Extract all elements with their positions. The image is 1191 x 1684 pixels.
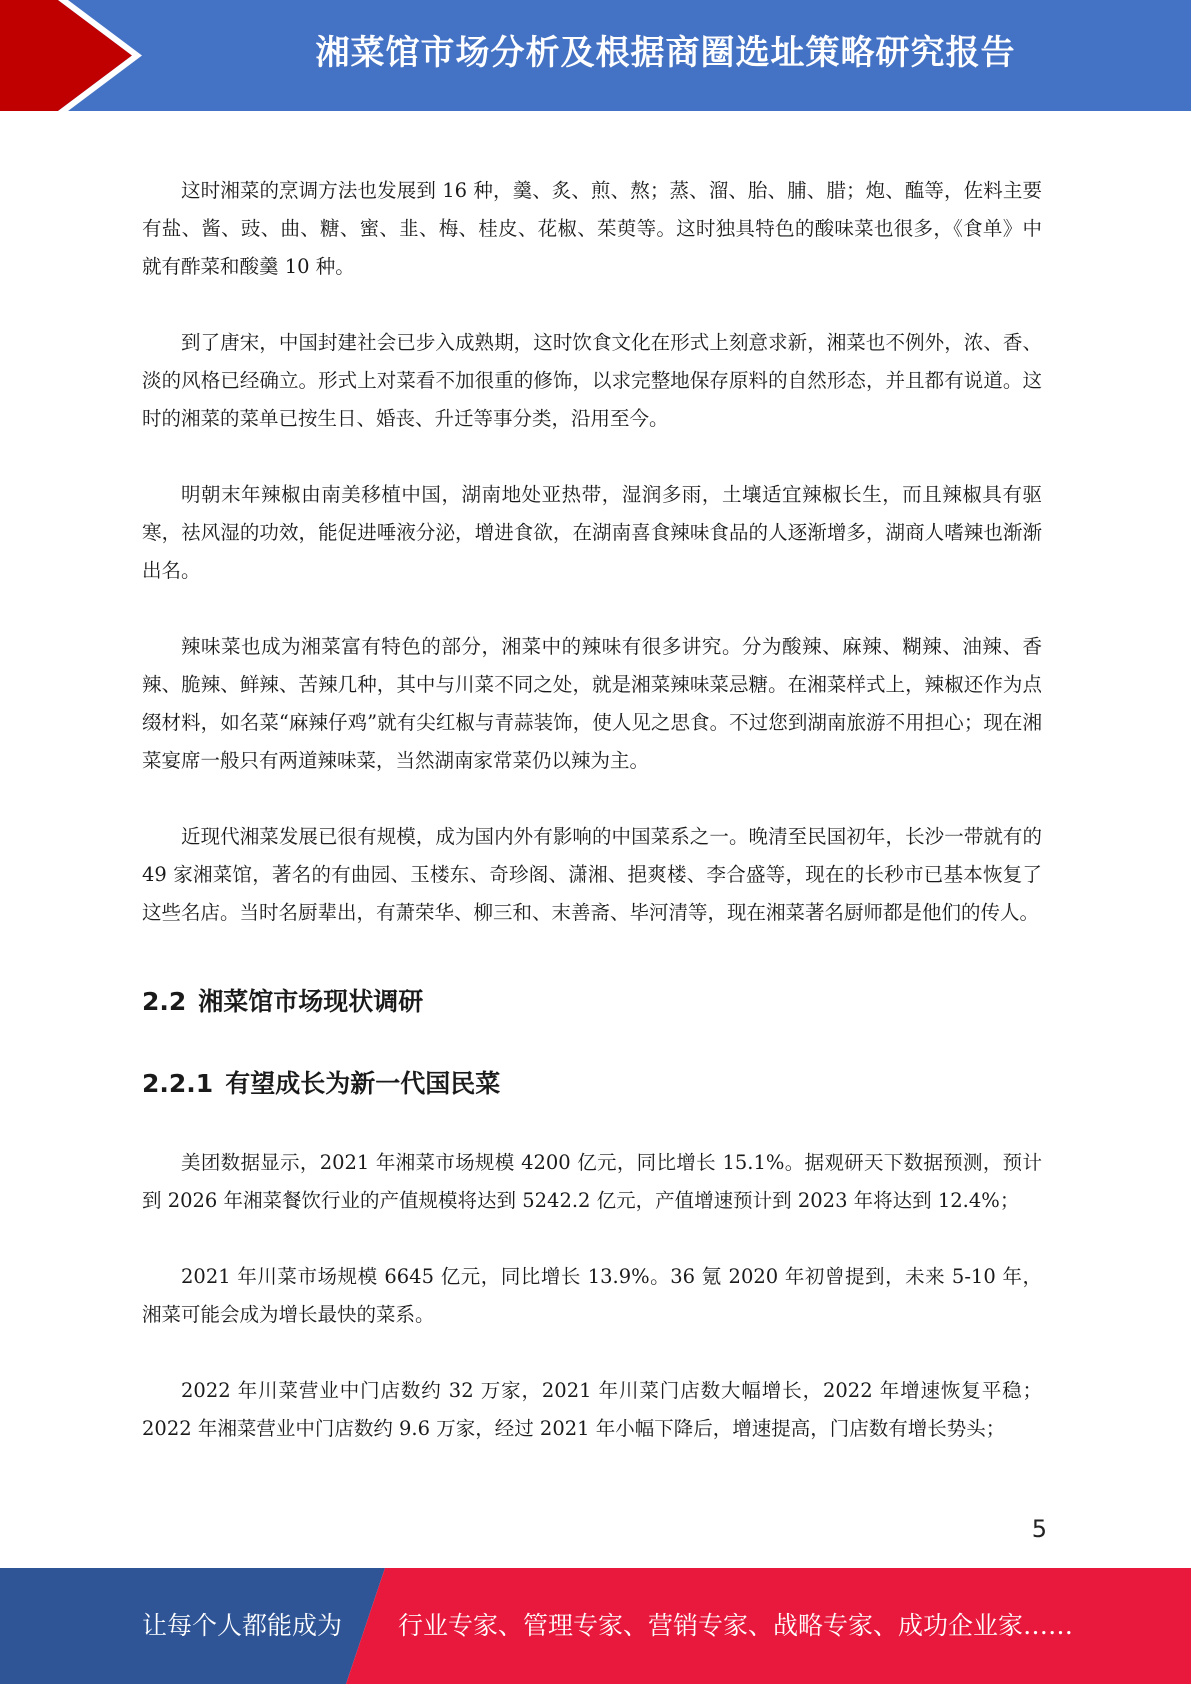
- paragraph: 到了唐宋，中国封建社会已步入成熟期，这时饮食文化在形式上刻意求新，湘菜也不例外，浓、香、淡的风格已经确立。形式上对菜看不加很重的修饰，以求完整地保存原料的自然形态，并且都有说道。这时的湘菜的菜单已按生日、婚丧、升迁等事分类，沿用至今。: [142, 331, 1042, 430]
- paragraph: 美团数据显示，2021 年湘菜市场规模 4200 亿元，同比增长 15.1%。据观研天下数据预测，预计到 2026 年湘菜餐饮行业的产值规模将达到 5242.2 亿元，产值增速预计到 2023 年将达到 12.4%；: [142, 1151, 1042, 1212]
- paragraph: 辣味菜也成为湘菜富有特色的部分，湘菜中的辣味有很多讲究。分为酸辣、麻辣、糊辣、油辣、香辣、脆辣、鲜辣、苦辣几种，其中与川菜不同之处，就是湘菜辣味菜忌糖。在湘菜样式上，辣椒还作为点缀材料，如名菜“麻辣仔鸡”就有尖红椒与青蒜装饰，使人见之思食。不过您到湖南旅游不用担心；现在湘菜宴席一般只有两道辣味菜，当然湖南家常菜仍以辣为主。: [142, 635, 1042, 772]
- section-number: 2.2: [142, 987, 187, 1016]
- page-content: [142, 172, 1042, 1448]
- paragraph: 明朝末年辣椒由南美移植中国，湖南地处亚热带，湿润多雨，土壤适宜辣椒长生，而且辣椒具有驱寒，祛风湿的功效，能促进唾液分泌，增进食欲，在湖南喜食辣味食品的人逐渐增多，湖商人嗜辣也渐渐出名。: [142, 483, 1042, 582]
- footer-slogan-right: 行业专家、管理专家、营销专家、战略专家、成功企业家……: [398, 1611, 1074, 1640]
- header-arrow-icon: [0, 0, 160, 111]
- paragraph: 近现代湘菜发展已很有规模，成为国内外有影响的中国菜系之一。晚清至民国初年，长沙一带就有的 49 家湘菜馆，著名的有曲园、玉楼东、奇珍阁、潇湘、挹爽楼、李合盛等，现在的长秒市已基本恢复了这些名店。当时名厨辈出，有萧荣华、柳三和、末善斋、毕河清等，现在湘菜著名厨师都是他们的传人。: [142, 825, 1042, 924]
- subsection-title: 有望成长为新一代国民菜: [225, 1069, 501, 1098]
- subsection-number: 2.2.1: [142, 1069, 214, 1098]
- paragraph: 这时湘菜的烹调方法也发展到 16 种，羹、炙、煎、熬；蒸、溜、胎、脯、腊；炮、醢等，佐料主要有盐、酱、豉、曲、糖、蜜、韭、梅、桂皮、花椒、茱萸等。这时独具特色的酸味菜也很多，《食单》中就有酢菜和酸羹 10 种。: [142, 179, 1042, 278]
- section-heading: [142, 982, 1042, 1022]
- paragraph: 2021 年川菜市场规模 6645 亿元，同比增长 13.9%。36 氪 2020 年初曾提到，未来 5-10 年，湘菜可能会成为增长最快的菜系。: [142, 1265, 1042, 1326]
- document-title: 湘菜馆市场分析及根据商圈选址策略研究报告: [315, 33, 1016, 73]
- footer-slogan-left: 让每个人都能成为: [142, 1611, 343, 1640]
- page-header: [0, 0, 1191, 111]
- subsection-heading: [142, 1064, 1042, 1104]
- page-footer: [0, 1568, 1191, 1684]
- paragraph: 2022 年川菜营业中门店数约 32 万家，2021 年川菜门店数大幅增长，2022 年增速恢复平稳；2022 年湘菜营业中门店数约 9.6 万家，经过 2021 年小幅下降后，增速提高，门店数有增长势头；: [142, 1379, 1042, 1440]
- page-number: 5: [1031, 1515, 1047, 1543]
- section-title: 湘菜馆市场现状调研: [198, 987, 424, 1016]
